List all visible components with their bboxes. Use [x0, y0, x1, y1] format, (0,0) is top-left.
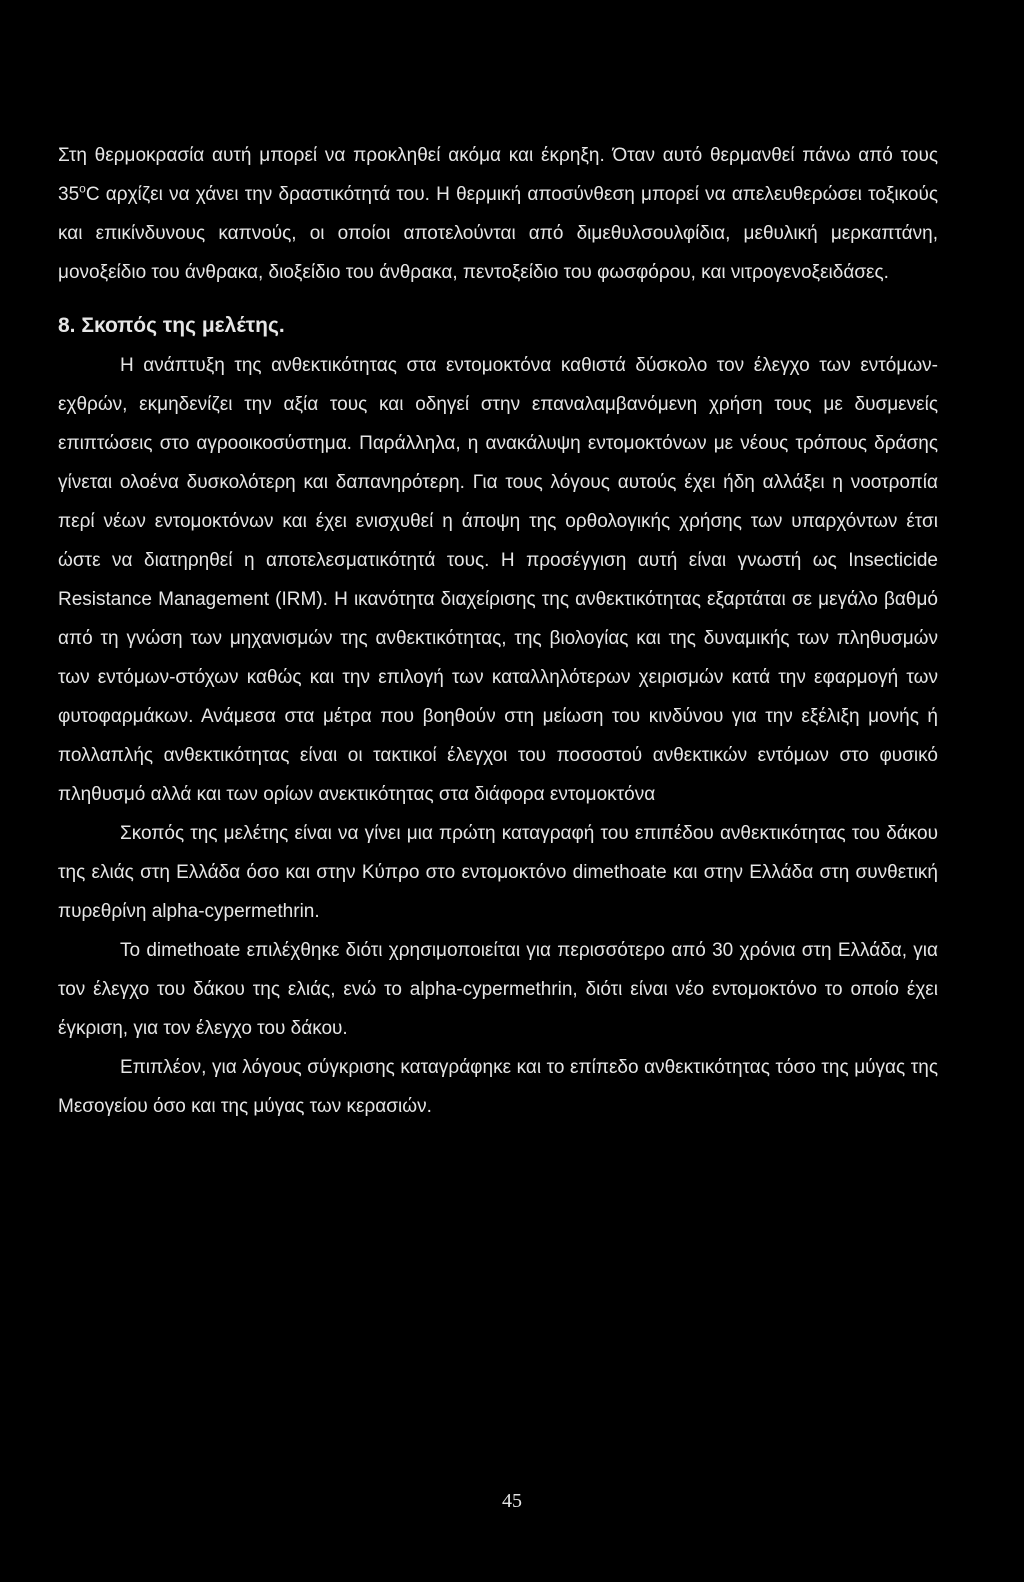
intro-text-b: C αρχίζει να χάνει την δραστικότητά του. Η θερμική αποσύνθεση μπορεί να απελευθερώσει τοξικούς και επικίνδυνους καπνούς, οι οποίοι αποτελούνται από διμεθυλσουλφίδια, μεθυλική μερκαπτάνη, μονοξείδιο του άνθρακα, διοξείδιο του άνθρακα, πεντοξείδιο του φωσφόρου, και νιτρογενοξειδάσες. [58, 184, 938, 283]
intro-text-a: Στη θερμοκρασία αυτή μπορεί να προκληθεί ακόμα και έκρηξη. Όταν αυτό θερμανθεί πάνω από τους 35 [58, 145, 938, 205]
section-heading [58, 306, 938, 346]
paragraph-resistance: Η ανάπτυξη της ανθεκτικότητας στα εντομοκτόνα καθιστά δύσκολο τον έλεγχο των εντόμων-εχθρών, εκμηδενίζει την αξία τους και οδηγεί στην επαναλαμβανόμενη χρήση τους με δυσμενείς επιπτώσεις στο αγροοικοσύστημα. Παράλληλα, η ανακάλυψη εντομοκτόνων με νέους τρόπους δράσης γίνεται ολοένα δυσκολότερη και δαπανηρότερη. Για τους λόγους αυτούς έχει ήδη αλλάξει η νοοτροπία περί νέων εντομοκτόνων και έχει ενισχυθεί η άποψη της ορθολογικής χρήσης των υπαρχόντων έτσι ώστε να διατηρηθεί η αποτελεσματικότητά τους. Η προσέγγιση αυτή είναι γνωστή ως Insecticide Resistance Management (IRM). Η ικανότητα διαχείρισης της ανθεκτικότητας εξαρτάται σε μεγάλο βαθμό από τη γνώση των μηχανισμών της ανθεκτικότητας, της βιολογίας και της δυναμικής των πληθυσμών των εντόμων-στόχων καθώς και την επιλογή των καταλληλότερων χειρισμών κατά την εφαρμογή των φυτοφαρμάκων. Ανάμεσα στα μέτρα που βοηθούν στη μείωση του κινδύνου για την εξέλιξη μονής ή πολλαπλής ανθεκτικότητας είναι οι τακτικοί έλεγχοι του ποσοστού ανθεκτικών εντόμων στο φυσικό πληθυσμό αλλά και των ορίων ανεκτικότητας στα διάφορα εντομοκτόνα [58, 355, 938, 805]
section-number: 8. [58, 314, 76, 337]
section-title: Σκοπός της μελέτης. [81, 314, 285, 337]
page-number: 45 [502, 1490, 522, 1512]
intro-paragraph [58, 136, 938, 292]
document-body [58, 136, 938, 1126]
paragraph-dimethoate: Το dimethoate επιλέχθηκε διότι χρησιμοποιείται για περισσότερο από 30 χρόνια στη Ελλάδα, για τον έλεγχο του δάκου της ελιάς, ενώ το alpha-cypermethrin, διότι είναι νέο εντομοκτόνο το οποίο έχει έγκριση, για τον έλεγχο του δάκου. [58, 940, 938, 1039]
degree-superscript: ο [79, 181, 86, 196]
paragraph-aim: Σκοπός της μελέτης είναι να γίνει μια πρώτη καταγραφή του επιπέδου ανθεκτικότητας του δάκου της ελιάς στη Ελλάδα όσο και στην Κύπρο στο εντομοκτόνο dimethoate και στην Ελλάδα στη συνθετική πυρεθρίνη alpha-cypermethrin. [58, 823, 938, 922]
paragraph-comparison: Επιπλέον, για λόγους σύγκρισης καταγράφηκε και το επίπεδο ανθεκτικότητας τόσο της μύγας της Μεσογείου όσο και της μύγας των κερασιών. [58, 1057, 938, 1117]
